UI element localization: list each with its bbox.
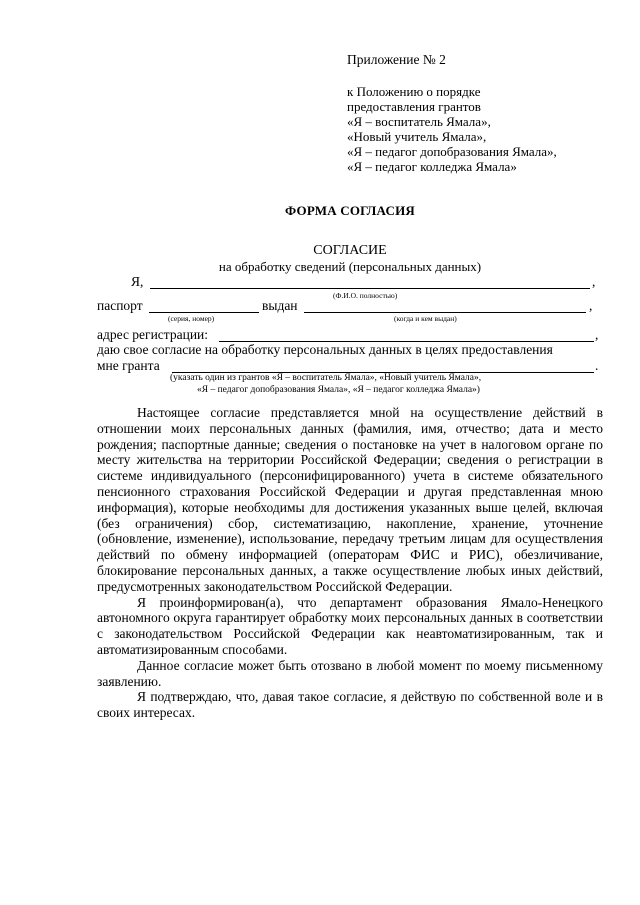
consent-body — [97, 405, 603, 721]
grant-end: . — [595, 358, 599, 373]
appendix-title: Приложение № 2 — [347, 52, 446, 67]
appendix-line: «Я – воспитатель Ямала», — [347, 114, 491, 129]
body-paragraph: Я подтверждаю, что, давая такое согласие, я действую по собственной воле и в своих интересах. — [97, 689, 603, 721]
series-hint: (серия, номер) — [168, 314, 215, 323]
purpose-line: даю свое согласие на обработку персональных данных в целях предоставления — [97, 342, 553, 357]
passport-label: паспорт — [97, 298, 143, 313]
grant-hint: (указать один из грантов «Я – воспитатель Ямала», «Новый учитель Ямала», — [170, 373, 482, 383]
consent-heading: СОГЛАСИЕ — [313, 243, 387, 258]
appendix-line: к Положению о порядке — [347, 84, 481, 99]
grant-hint: «Я – педагог допобразования Ямала», «Я – педагог колледжа Ямала») — [197, 385, 480, 395]
consent-heading-block — [0, 243, 640, 275]
passport-series-line[interactable] — [149, 312, 259, 313]
passport-end: , — [589, 298, 593, 313]
address-end: , — [595, 327, 599, 342]
appendix-line: «Новый учитель Ямала», — [347, 129, 487, 144]
name-field-line[interactable] — [150, 288, 590, 289]
body-paragraph: Я проинформирован(а), что департамент образования Ямало-Ненецкого автономного округа гарантирует обработку моих персональных данных в соответствии с законодательством Российской Федерации как неавтоматизированным, так и автоматизированным способами. — [97, 594, 603, 657]
name-label: Я, — [131, 274, 144, 289]
consent-subheading: на обработку сведений (персональных данных) — [218, 259, 482, 274]
appendix-line: предоставления грантов — [347, 99, 481, 114]
name-end: , — [592, 274, 596, 289]
body-paragraph: Настоящее согласие представляется мной на осуществление действий в отношении моих персональных данных (фамилия, имя, отчество; дата и место рождения; паспортные данные; сведения о постановке на учет в налоговом органе по месту жительства на территории Российской Федерации; сведения о регистрации в системе индивидуального (персонифицированного) учета в системе обязательного пенсионного страхования Российской Федерации и другая представленная мною информация), которые необходимы для достижения указанных выше целей, включая (без ограничения) сбор, систематизацию, накопление, хранение, уточнение (обновление, изменение), использование, передачу третьим лицам для осуществления действий по обмену информацией (операторам ФИС и РИС), обезличивание, блокирование персональных данных, а также осуществление любых иных действий, предусмотренных законодательством Российской Федерации. — [97, 405, 603, 594]
issued-by-line[interactable] — [304, 312, 586, 313]
issued-label: выдан — [262, 298, 298, 313]
issued-hint: (когда и кем выдан) — [394, 314, 457, 323]
name-hint: (Ф.И.О. полностью) — [333, 291, 398, 300]
body-paragraph: Данное согласие может быть отозвано в любой момент по моему письменному заявлению. — [97, 657, 603, 689]
appendix-line: «Я – педагог допобразования Ямала», — [347, 144, 557, 159]
appendix-line: «Я – педагог колледжа Ямала» — [347, 159, 517, 174]
appendix-block — [347, 52, 557, 174]
address-label: адрес регистрации: — [97, 327, 209, 342]
form-title: ФОРМА СОГЛАСИЯ — [285, 203, 415, 218]
grant-label: мне гранта — [97, 358, 160, 373]
